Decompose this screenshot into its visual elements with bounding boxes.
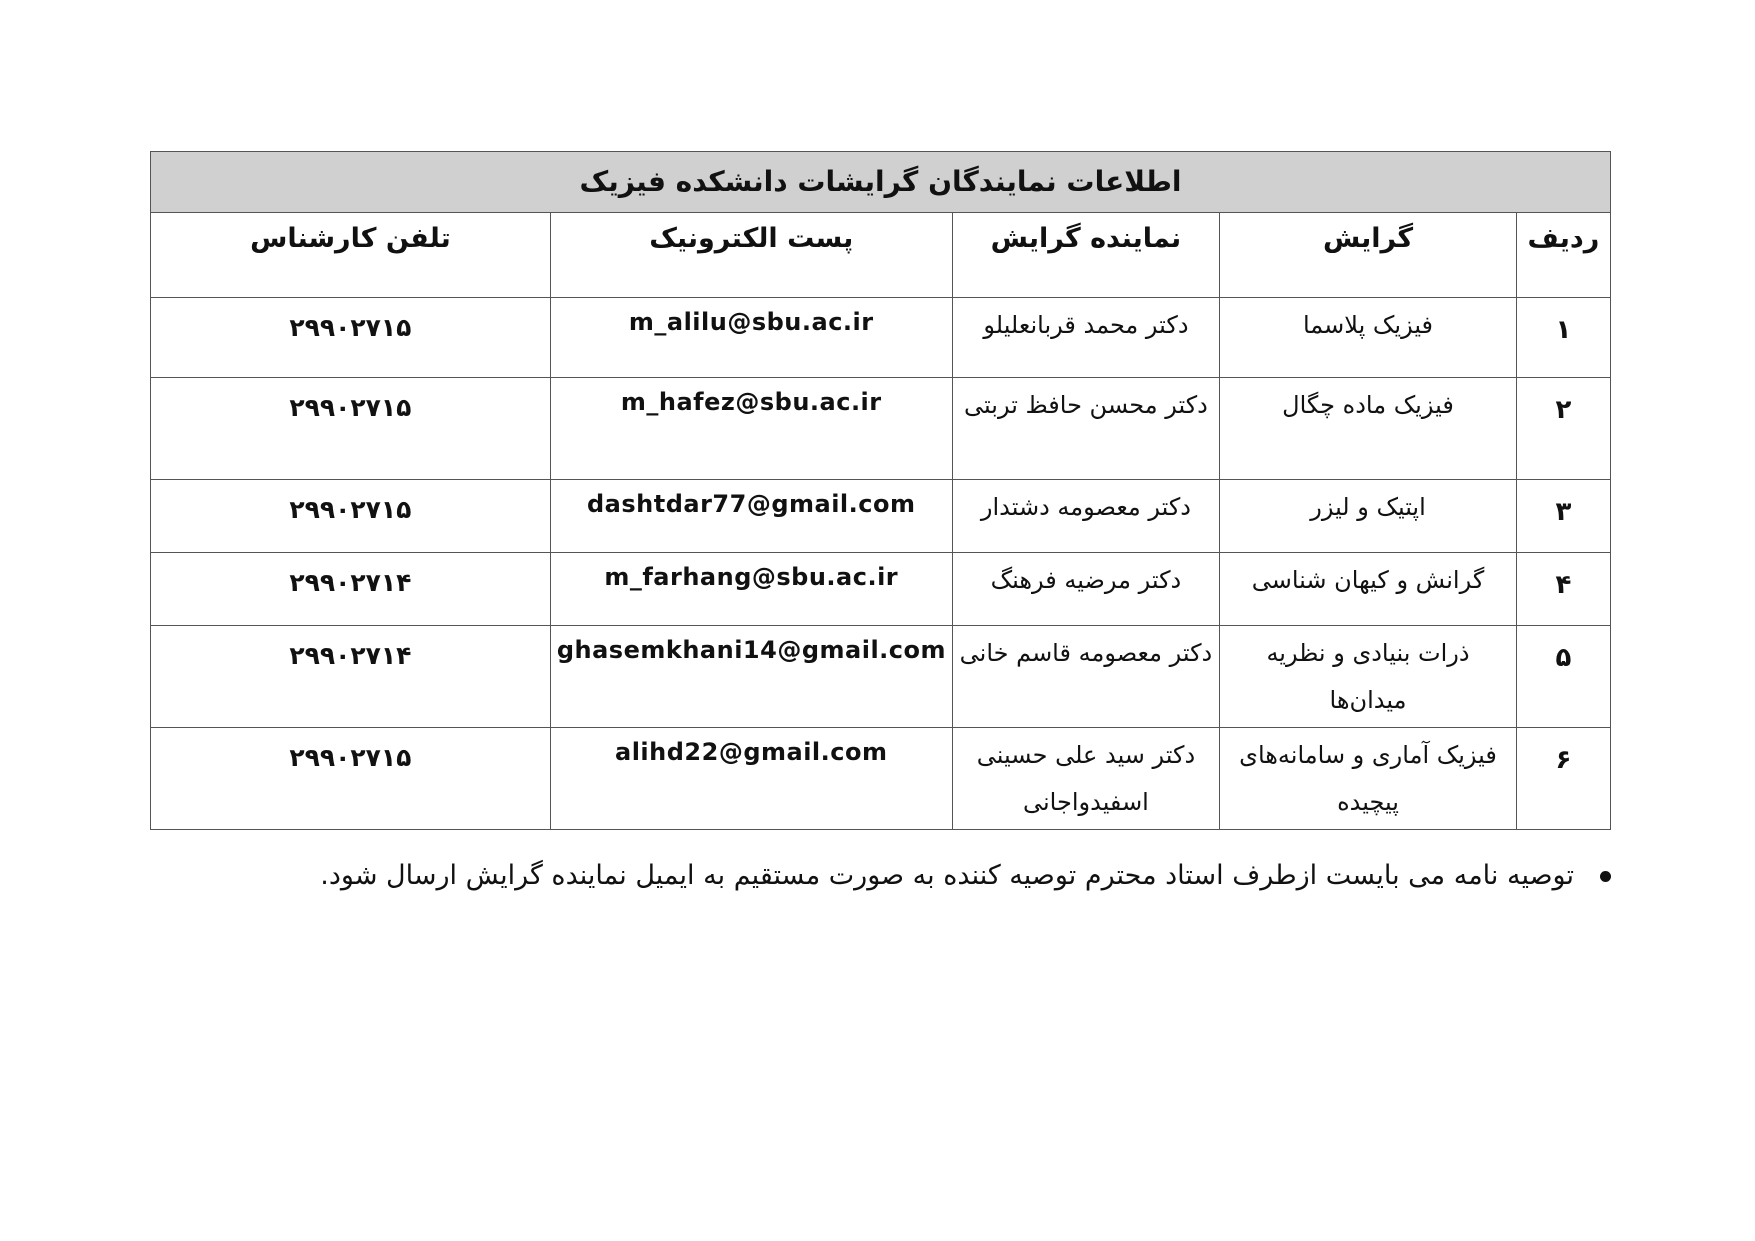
table-row <box>151 298 1611 378</box>
table-row <box>151 378 1611 480</box>
row-index: ۶ <box>1516 728 1610 830</box>
row-phone: ۲۹۹۰۲۷۱۵ <box>151 480 551 553</box>
row-field: فیزیک آماری و سامانه‌های پیچیده <box>1220 728 1517 830</box>
table-header-row <box>151 213 1611 298</box>
row-field: فیزیک ماده چگال <box>1220 378 1517 480</box>
row-field: گرانش و کیهان شناسی <box>1220 553 1517 626</box>
row-field: اپتیک و لیزر <box>1220 480 1517 553</box>
row-representative: دکتر معصومه قاسم خانی <box>952 626 1220 728</box>
row-representative: دکتر محسن حافظ تربتی <box>952 378 1220 480</box>
recommendation-note <box>191 856 1611 896</box>
row-phone: ۲۹۹۰۲۷۱۵ <box>151 378 551 480</box>
row-index: ۴ <box>1516 553 1610 626</box>
row-email: dashtdar77@gmail.com <box>550 480 952 553</box>
row-representative: دکتر مرضیه فرهنگ <box>952 553 1220 626</box>
row-index: ۵ <box>1516 626 1610 728</box>
header-representative: نماینده گرایش <box>952 213 1220 298</box>
row-index: ۳ <box>1516 480 1610 553</box>
table-row <box>151 728 1611 830</box>
row-email: m_farhang@sbu.ac.ir <box>550 553 952 626</box>
row-index: ۱ <box>1516 298 1610 378</box>
row-index: ۲ <box>1516 378 1610 480</box>
table-row <box>151 553 1611 626</box>
bullet-icon <box>1600 871 1611 882</box>
header-email: پست الکترونیک <box>550 213 952 298</box>
row-email: ghasemkhani14@gmail.com <box>550 626 952 728</box>
row-field: ذرات بنیادی و نظریه میدان‌ها <box>1220 626 1517 728</box>
row-phone: ۲۹۹۰۲۷۱۵ <box>151 298 551 378</box>
header-field: گرایش <box>1220 213 1517 298</box>
row-representative: دکتر سید علی حسینی اسفیدواجانی <box>952 728 1220 830</box>
row-field: فیزیک پلاسما <box>1220 298 1517 378</box>
header-phone: تلفن کارشناس <box>151 213 551 298</box>
row-phone: ۲۹۹۰۲۷۱۴ <box>151 626 551 728</box>
row-representative: دکتر معصومه دشتدار <box>952 480 1220 553</box>
representatives-table <box>150 151 1611 830</box>
table-row <box>151 480 1611 553</box>
table-row <box>151 626 1611 728</box>
row-representative: دکتر محمد قربانعلیلو <box>952 298 1220 378</box>
row-email: m_alilu@sbu.ac.ir <box>550 298 952 378</box>
row-email: alihd22@gmail.com <box>550 728 952 830</box>
row-email: m_hafez@sbu.ac.ir <box>550 378 952 480</box>
header-index: ردیف <box>1516 213 1610 298</box>
note-text: توصیه نامه می بایست ازطرف استاد محترم توصیه کننده به صورت مستقیم به ایمیل نماینده گرایش ارسال شود. <box>320 860 1574 891</box>
row-phone: ۲۹۹۰۲۷۱۵ <box>151 728 551 830</box>
table-title: اطلاعات نمایندگان گرایشات دانشکده فیزیک <box>151 152 1611 213</box>
row-phone: ۲۹۹۰۲۷۱۴ <box>151 553 551 626</box>
